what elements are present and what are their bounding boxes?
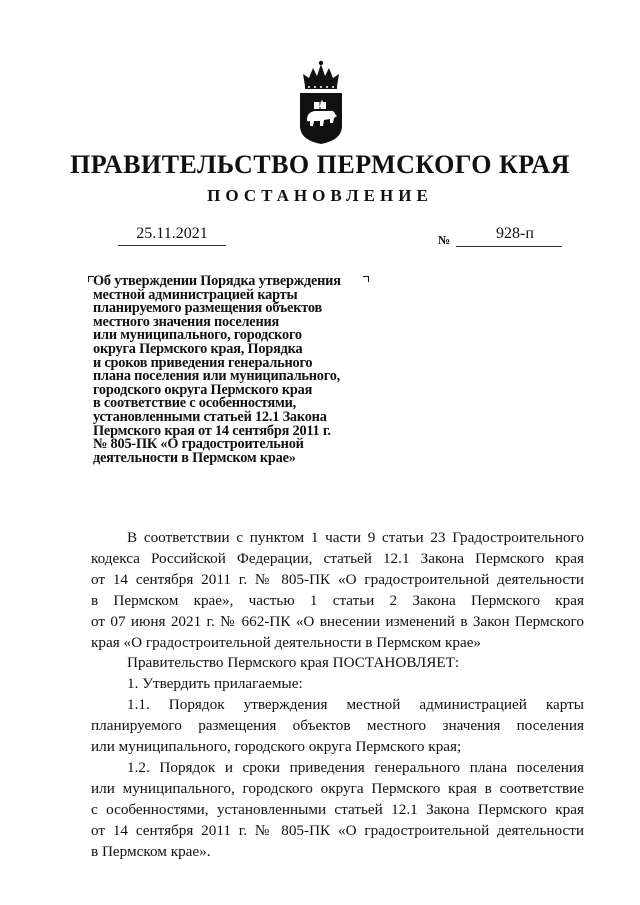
number-value: 928-п bbox=[496, 225, 534, 242]
subject-line: или муниципального, городского bbox=[93, 327, 302, 344]
body-line: в Пермском крае». bbox=[91, 842, 211, 860]
body-line: планируемого размещения объектов местного значения поселения bbox=[91, 717, 584, 735]
body-line: края «О градостроительной деятельности в Пермском крае» bbox=[91, 633, 482, 651]
subject-line: городского округа Пермского края bbox=[93, 381, 313, 398]
body-line: от 07 июня 2021 г. № 662-ПК «О внесении изменений в Закон Пермского bbox=[91, 612, 584, 630]
subject-line: округа Пермского края, Порядка bbox=[93, 340, 303, 357]
subject-line: плана поселения или муниципального, bbox=[93, 368, 341, 385]
body-line: кодекса Российской Федерации, статьей 12.1 Закона Пермского края bbox=[91, 549, 584, 567]
date-underline bbox=[118, 245, 226, 246]
body-line: с особенностями, установленными статьей 12.1 Закона Пермского края bbox=[91, 800, 584, 818]
document-body bbox=[91, 528, 584, 863]
subject-line: и сроков приведения генерального bbox=[93, 354, 313, 371]
paragraph-item-1 bbox=[91, 674, 584, 695]
subject-line: деятельности в Пермском крае» bbox=[93, 449, 296, 466]
body-line: В соответствии с пунктом 1 части 9 статьи 23 Градостроительного bbox=[127, 529, 584, 546]
body-line: от 14 сентября 2011 г. № 805-ПК «О градостроительной деятельности bbox=[91, 821, 584, 839]
body-line: 1.2. Порядок и сроки приведения генерального плана поселения bbox=[127, 758, 584, 776]
subject-line: № 805-ПК «О градостроительной bbox=[93, 436, 304, 453]
document-type: ПОСТАНОВЛЕНИЕ bbox=[207, 186, 433, 205]
subject-line: Об утверждении Порядка утверждения bbox=[93, 273, 341, 289]
subject-line: местной администрацией карты bbox=[93, 286, 298, 303]
date-value: 25.11.2021 bbox=[136, 225, 208, 242]
government-title: ПРАВИТЕЛЬСТВО ПЕРМСКОГО КРАЯ bbox=[70, 150, 570, 179]
document-number bbox=[438, 225, 562, 251]
number-underline bbox=[456, 246, 562, 247]
subject-line: установленными статьей 12.1 Закона bbox=[93, 408, 327, 425]
perm-krai-coat-of-arms-icon bbox=[297, 60, 345, 144]
body-line: в Пермском крае», частью 1 статьи 2 Закона Пермского края bbox=[91, 591, 584, 609]
paragraph-item-1-2 bbox=[91, 758, 584, 863]
paragraph-resolves bbox=[91, 653, 584, 674]
body-line: или муниципального, городского округа Пермского края; bbox=[91, 738, 462, 756]
body-line: 1.1. Порядок утверждения местной администрацией карты bbox=[127, 696, 584, 714]
paragraph-item-1-1 bbox=[91, 695, 584, 758]
body-line: 1. Утвердить прилагаемые: bbox=[127, 675, 303, 693]
document-subject bbox=[93, 275, 383, 465]
body-line: Правительство Пермского края ПОСТАНОВЛЯЕТ: bbox=[127, 654, 460, 672]
subject-line: местного значения поселения bbox=[93, 313, 280, 330]
subject-line: планируемого размещения объектов bbox=[93, 300, 322, 317]
subject-line: в соответствие с особенностями, bbox=[93, 395, 297, 412]
body-line: от 14 сентября 2011 г. № 805-ПК «О градостроительной деятельности bbox=[91, 570, 584, 588]
paragraph-preamble bbox=[91, 528, 584, 653]
subject-line: Пермского края от 14 сентября 2011 г. bbox=[93, 422, 331, 439]
document-date bbox=[118, 225, 226, 246]
number-label: № bbox=[438, 233, 451, 247]
body-line: или муниципального, городского округа Пермского края в соответствие bbox=[91, 779, 584, 797]
